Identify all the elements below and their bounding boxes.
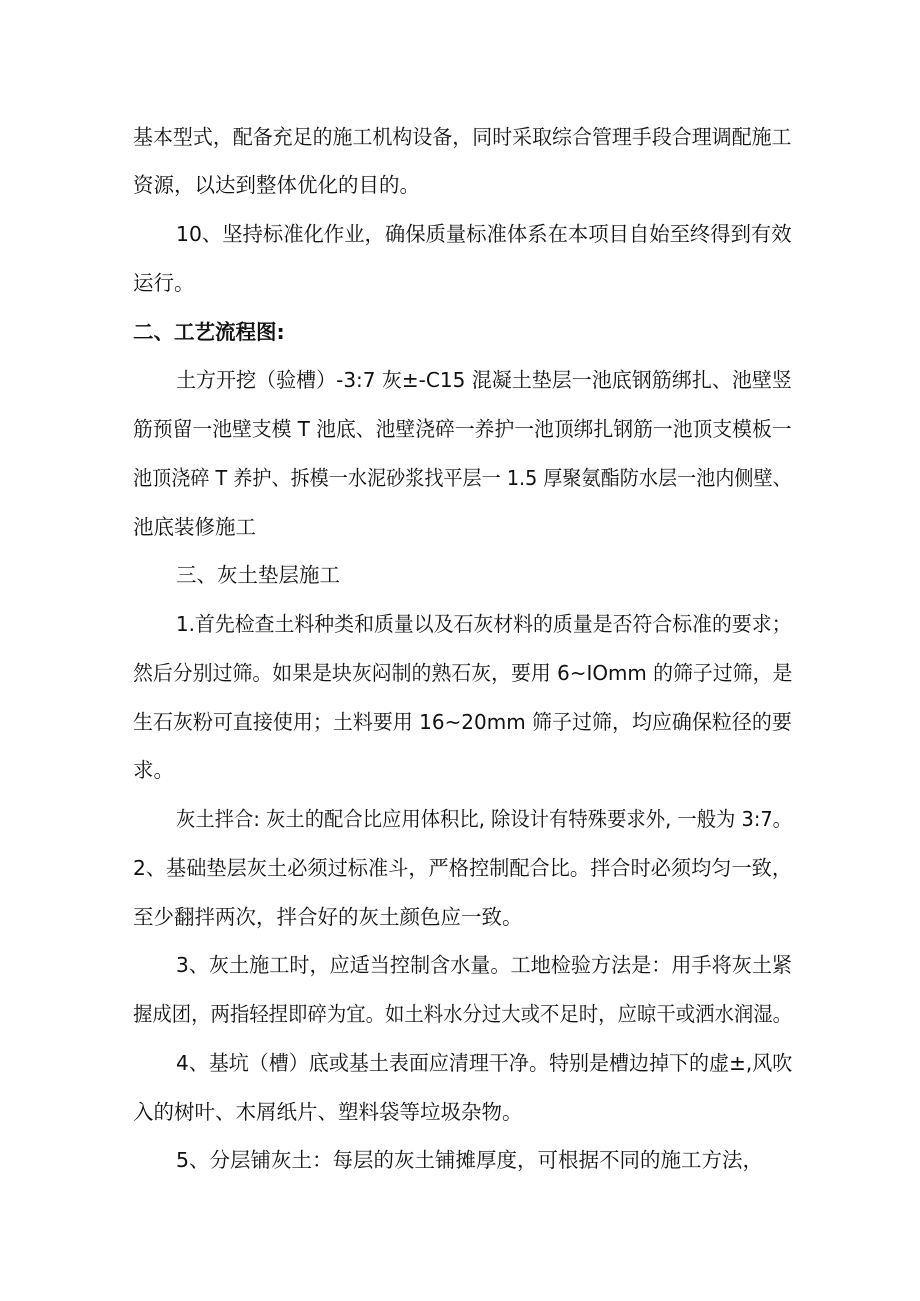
text-line: 池底装修施工 [133,515,256,539]
text-line: 资源，以达到整体优化的目的。 [133,173,420,197]
text-line: 2、基础垫层灰土必须过标准斗，严格控制配合比。拌合时必须均匀一致， [133,856,793,880]
text-line: 运行。 [133,271,195,295]
text-line: 灰土拌合: 灰土的配合比应用体积比, 除设计有特殊要求外, 一般为 3:7。 [176,807,792,831]
text-line: 入的树叶、木屑纸片、塑料袋等垃圾杂物。 [133,1100,523,1124]
text-line: 生石灰粉可直接使用；土料要用 16~20mm 筛子过筛，均应确保粒径的要 [133,710,792,734]
text-line: 土方开挖（验槽）-3:7 灰±-C15 混凝土垫层一池底钢筋绑扎、池壁竖 [176,368,792,392]
text-line: 求。 [133,758,174,782]
text-line: 池顶浇碎 T 养护、拆模一水泥砂浆找平层一 1.5 厚聚氨酯防水层一池内侧壁、 [133,466,792,490]
text-line: 1.首先检查土料种类和质量以及石灰材料的质量是否符合标准的要求； [176,612,792,636]
text-line: 基本型式，配备充足的施工机构设备，同时采取综合管理手段合理调配施工 [133,125,792,149]
text-line: 5、分层铺灰土：每层的灰土铺摊厚度，可根据不同的施工方法， [176,1148,764,1172]
text-line: 筋预留一池壁支模 T 池底、池壁浇碎一养护一池顶绑扎钢筋一池顶支模板一 [133,417,792,441]
section-heading: 三、灰土垫层施工 [176,563,340,587]
section-heading: 二、工艺流程图: [133,320,285,344]
text-line: 握成团，两指轻捏即碎为宜。如土料水分过大或不足时，应晾干或洒水润湿。 [133,1002,792,1026]
text-line: 至少翻拌两次，拌合好的灰土颜色应一致。 [133,905,523,929]
text-line: 然后分别过筛。如果是块灰闷制的熟石灰，要用 6~IOmm 的筛子过筛，是 [133,661,793,685]
text-line: 10、坚持标准化作业，确保质量标准体系在本项目自始至终得到有效 [176,222,792,246]
text-line: 3、灰土施工时，应适当控制含水量。工地检验方法是：用手将灰土紧 [176,953,793,977]
text-line: 4、基坑（槽）底或基土表面应清理干净。特别是槽边掉下的虚±,风吹 [176,1051,793,1075]
